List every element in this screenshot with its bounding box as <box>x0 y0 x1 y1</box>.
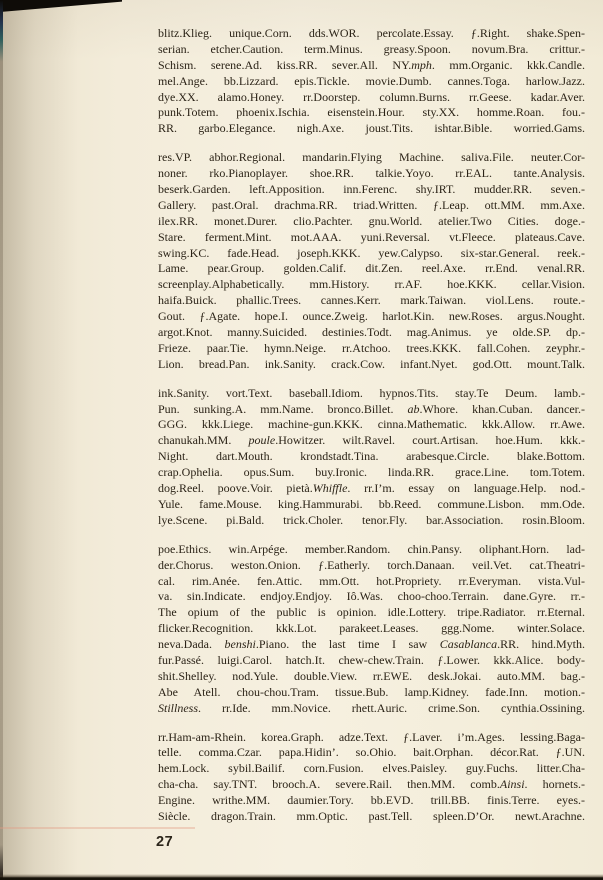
text-line: Abe Atell. chou-chou.Tram. tissue.Bub. lamp.Kidney. fade.Inn. motion.- <box>158 684 585 699</box>
paragraph <box>158 150 585 372</box>
text-line: telle. comma.Czar. papa.Hidin’. so.Ohio. bait.Orphan. décor.Rat. ƒ.UN. <box>158 745 585 760</box>
text-line: mel.Ange. bb.Lizzard. epis.Tickle. movie.Dumb. cannes.Toga. harlow.Jazz. <box>158 73 585 88</box>
scan-edge-left <box>0 0 3 880</box>
text-line: fur.Passé. luigi.Carol. hatch.It. chew-chew.Train. ƒ.Lower. kkk.Alice. body- <box>158 652 585 667</box>
text-line: serian. etcher.Caution. term.Minus. greasy.Spoon. novum.Bra. crittur.- <box>158 41 585 56</box>
paragraph <box>158 730 585 825</box>
text-line: Lame. pear.Group. golden.Calif. dit.Zen. reel.Axe. rr.End. venal.RR. <box>158 261 585 276</box>
page-gutter-shadow <box>0 0 78 880</box>
text-line: Lion. bread.Pan. ink.Sanity. crack.Cow. infant.Nyet. god.Ott. mount.Talk. <box>158 356 585 371</box>
text-line: ink.Sanity. vort.Text. baseball.Idiom. hypnos.Tits. stay.Te Deum. lamb.- <box>158 385 585 400</box>
text-line: cha-cha. say.TNT. brooch.A. severe.Rail. then.MM. comb.Ainsi. hornets.- <box>158 777 585 792</box>
text-line: dog.Reel. poove.Voir. pietà.Whiffle. rr.I’m. essay on language.Help. nod.- <box>158 481 585 496</box>
text-line: screenplay.Alphabetically. mm.History. rr.AF. hoe.KKK. cellar.Vision. <box>158 277 585 292</box>
text-line: haifa.Buick. phallic.Trees. cannes.Kerr. mark.Taiwan. viol.Lens. route.- <box>158 293 585 308</box>
text-line: Frieze. paar.Tie. hymn.Neige. rr.Atchoo. trees.KKK. fall.Cohen. zeyphr.- <box>158 340 585 355</box>
text-line: Engine. writhe.MM. daumier.Tory. bb.EVD. trill.BB. finis.Terre. eyes.- <box>158 793 585 808</box>
text-line: cal. rim.Anée. fen.Attic. mm.Ott. hot.Propriety. rr.Everyman. vista.Vul- <box>158 573 585 588</box>
text-line: shit.Shelley. nod.Yule. double.View. rr.EWE. desk.Jokai. auto.MM. bag.- <box>158 668 585 683</box>
text-line: Yule. fame.Mouse. king.Hammurabi. bb.Reed. commune.Lisbon. mm.Ode. <box>158 496 585 511</box>
text-line: punk.Totem. phoenix.Ischia. eisenstein.Hour. sty.XX. homme.Roan. fou.- <box>158 105 585 120</box>
text-line: lye.Scene. pi.Bald. trick.Choler. tenor.Fly. bar.Association. rosin.Bloom. <box>158 512 585 527</box>
text-line: poe.Ethics. win.Arpége. member.Random. chin.Pansy. oliphant.Horn. lad- <box>158 541 585 556</box>
body-text <box>158 26 585 825</box>
text-line: chanukah.MM. poule.Howitzer. wilt.Ravel. court.Artisan. hoe.Hum. kkk.- <box>158 433 585 448</box>
text-line: rr.Ham-am-Rhein. korea.Graph. adze.Text. ƒ.Laver. i’m.Ages. lessing.Baga- <box>158 729 585 744</box>
scan-edge-top <box>0 0 122 12</box>
page-number: 27 <box>156 834 174 850</box>
text-line: beserk.Garden. left.Apposition. inn.Ferenc. shy.IRT. mudder.RR. seven.- <box>158 182 585 197</box>
text-line: RR. garbo.Elegance. nigh.Axe. joust.Tits. ishtar.Bible. worried.Gams. <box>158 121 585 136</box>
text-line: noner. rko.Pianoplayer. shoe.RR. talkie.Yoyo. rr.EAL. tante.Analysis. <box>158 166 585 181</box>
text-line: swing.KC. fade.Head. joseph.KKK. yew.Calypso. six-star.General. reek.- <box>158 245 585 260</box>
text-line: flicker.Recognition. kkk.Lot. parakeet.Leases. ggg.Nome. winter.Solace. <box>158 621 585 636</box>
text-line: Night. dart.Mouth. krondstadt.Tina. arabesque.Circle. blake.Bottom. <box>158 449 585 464</box>
text-line: GGG. kkk.Liege. machine-gun.KKK. cinna.Mathematic. kkk.Allow. rr.Awe. <box>158 417 585 432</box>
text-line: dye.XX. alamo.Honey. rr.Doorstep. column.Burns. rr.Geese. kadar.Aver. <box>158 89 585 104</box>
text-line: The opium of the public is opinion. idle.Lottery. tripe.Radiator. rr.Eternal. <box>158 605 585 620</box>
text-line: Stillness. rr.Ide. mm.Novice. rhett.Auric. crime.Son. cynthia.Ossining. <box>158 700 585 715</box>
paragraph <box>158 542 585 717</box>
text-line: ilex.RR. monet.Durer. clio.Pachter. gnu.World. atelier.Two Cities. doge.- <box>158 213 585 228</box>
paragraph <box>158 386 585 529</box>
text-line: Schism. serene.Ad. kiss.RR. sever.All. NY.mph. mm.Organic. kkk.Candle. <box>158 57 586 72</box>
text-line: der.Chorus. weston.Onion. ƒ.Eatherly. torch.Danaan. veil.Vet. cat.Theatri- <box>158 557 585 572</box>
text-line: va. sin.Indicate. endjoy.Endjoy. Iô.Was. choo-choo.Terrain. dane.Gyre. rr.- <box>158 589 585 604</box>
scan-edge-bottom <box>0 874 603 880</box>
text-line: neva.Dada. benshi.Piano. the last time I saw Casablanca.RR. hind.Myth. <box>158 637 585 652</box>
scan-artifact-line <box>0 827 195 829</box>
text-line: Stare. ferment.Mint. mot.AAA. yuni.Reversal. vt.Fleece. plateaus.Cave. <box>158 229 585 244</box>
text-line: Gout. ƒ.Agate. hope.I. ounce.Zweig. harlot.Kin. new.Roses. argus.Nought. <box>158 309 585 324</box>
text-line: blitz.Klieg. unique.Corn. dds.WOR. percolate.Essay. ƒ.Right. shake.Spen- <box>158 26 585 40</box>
text-line: hem.Lock. sybil.Bailif. corn.Fusion. elves.Paisley. guy.Fuchs. litter.Cha- <box>158 761 585 776</box>
text-line: crap.Ophelia. opus.Sum. buy.Ironic. linda.RR. grace.Line. tom.Totem. <box>158 465 585 480</box>
text-line: Gallery. past.Oral. drachma.RR. triad.Written. ƒ.Leap. ott.MM. mm.Axe. <box>158 197 585 212</box>
text-line: Pun. sunking.A. mm.Name. bronco.Billet. ab.Whore. khan.Cuban. dancer.- <box>158 401 585 416</box>
text-line: res.VP. abhor.Regional. mandarin.Flying Machine. saliva.File. neuter.Cor- <box>158 150 585 165</box>
text-line: argot.Knot. manny.Suicided. destinies.Todt. mag.Animus. ye olde.SP. dp.- <box>158 325 585 340</box>
paragraph <box>158 26 585 137</box>
text-line: Siècle. dragon.Train. mm.Optic. past.Tell. spleen.D’Or. newt.Arachne. <box>158 808 585 823</box>
